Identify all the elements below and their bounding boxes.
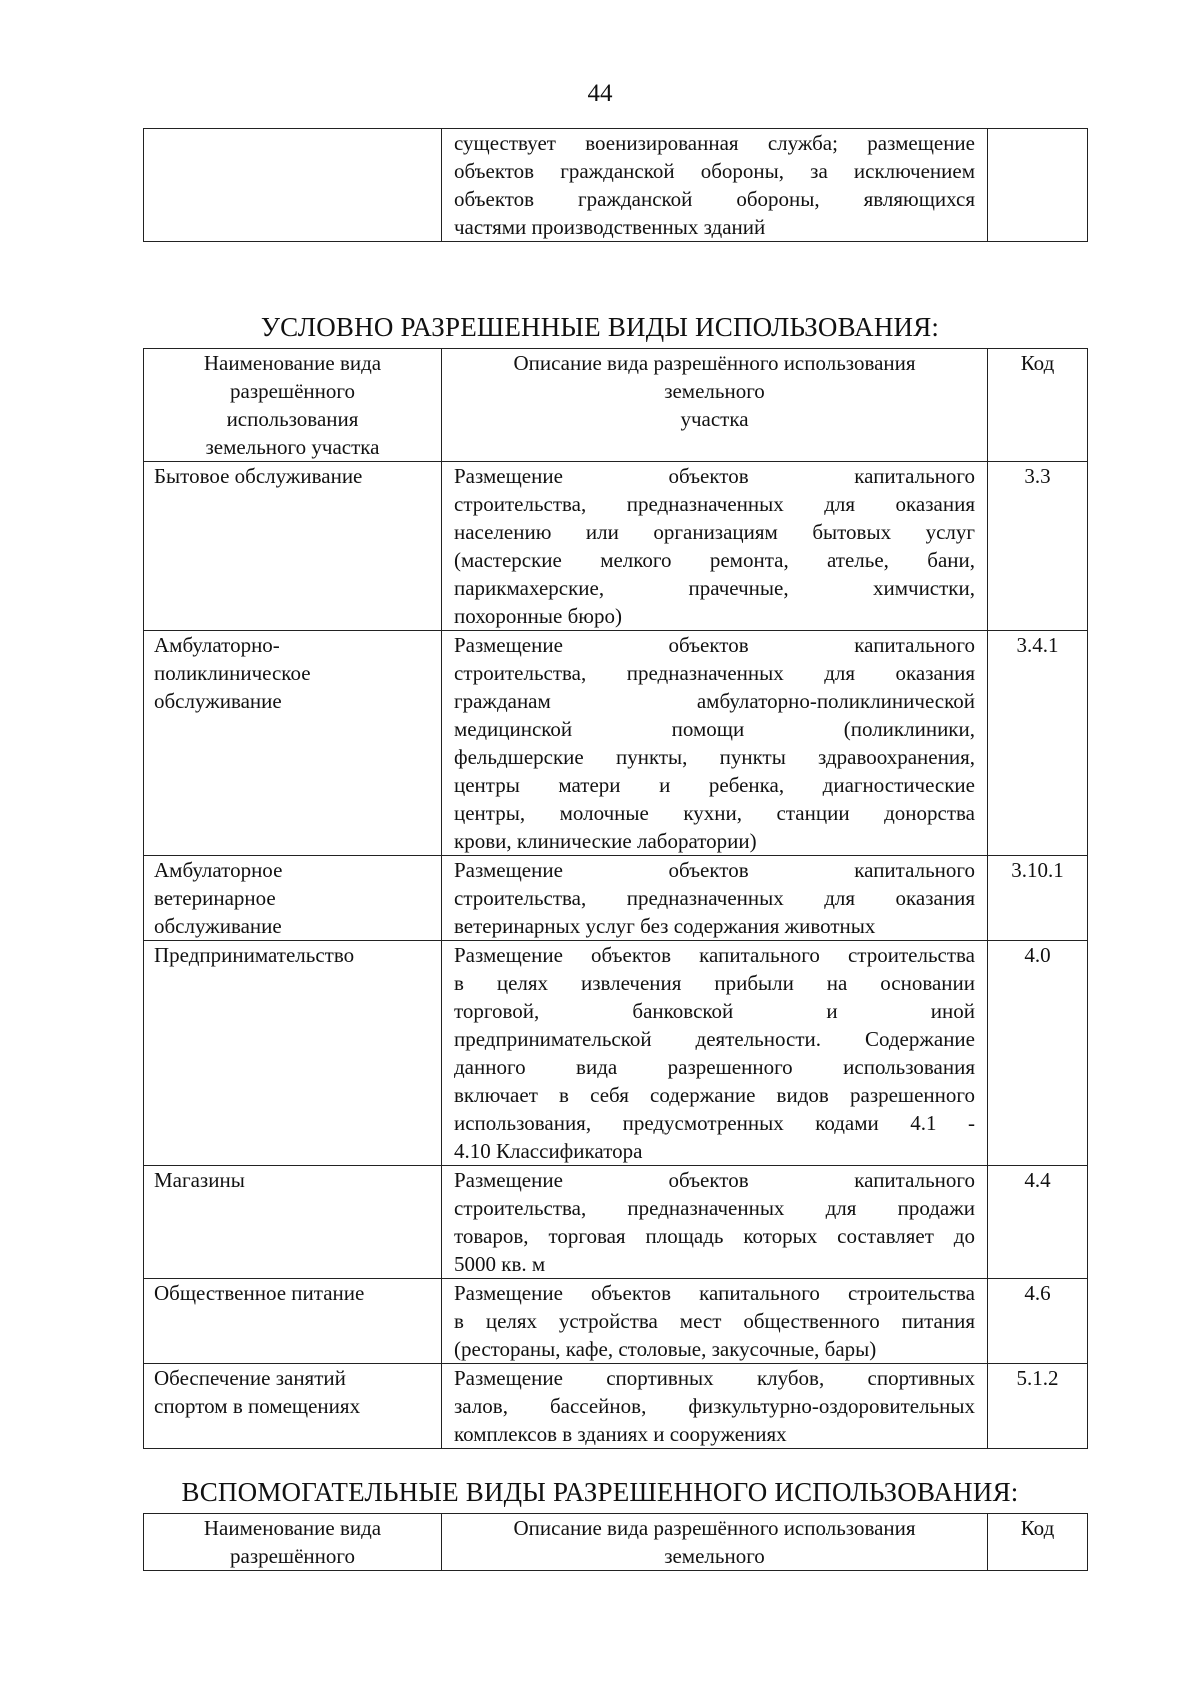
conditional-uses-table — [143, 348, 1088, 1449]
text-line: строительства, предназначенных для оказания — [454, 886, 975, 910]
text-line: строительства, предназначенных для продажи — [454, 1196, 975, 1220]
text-line: фельдшерские пункты, пункты здравоохранения, — [454, 745, 975, 769]
text-line: ветеринарных услуг без содержания животных — [454, 914, 876, 938]
text-line: залов, бассейнов, физкультурно-оздоровительных — [454, 1394, 975, 1418]
header-name-cell — [144, 1514, 442, 1571]
text-line: данного вида разрешенного использования — [454, 1055, 975, 1079]
text-line: Размещение объектов капитального — [454, 633, 975, 657]
header-name-cell — [144, 349, 442, 462]
description-cell — [442, 631, 988, 856]
code-cell — [988, 462, 1088, 631]
text-line: похоронные бюро) — [454, 604, 622, 628]
header-code-cell — [988, 1514, 1088, 1571]
name-cell — [144, 1166, 442, 1279]
text-line: Размещение объектов капитального — [454, 1168, 975, 1192]
header-text: земельного участка — [205, 435, 380, 459]
code-text: 3.3 — [1024, 464, 1051, 488]
text-line: торговой, банковской и иной — [454, 999, 975, 1023]
text-line: существует военизированная служба; размещение — [454, 131, 975, 155]
name-text: обслуживание — [154, 914, 282, 938]
text-line: центры матери и ребенка, диагностические — [454, 773, 975, 797]
header-text: Наименование вида — [203, 1516, 382, 1540]
header-code-cell — [988, 349, 1088, 462]
code-cell — [988, 129, 1088, 242]
auxiliary-section-title: ВСПОМОГАТЕЛЬНЫЕ ВИДЫ РАЗРЕШЕННОГО ИСПОЛЬЗОВАНИЯ: — [181, 1477, 1019, 1507]
name-text: Общественное питание — [154, 1281, 365, 1305]
table-row — [144, 1279, 1088, 1364]
text-line: объектов гражданской обороны, являющихся — [454, 187, 975, 211]
text-line: (мастерские мелкого ремонта, ателье, бани, — [454, 548, 975, 572]
header-text: использования — [226, 407, 359, 431]
text-line: комплексов в зданиях и сооружениях — [454, 1422, 787, 1446]
text-line: Размещение объектов капитального строительства — [454, 1281, 975, 1305]
description-cell — [442, 1279, 988, 1364]
name-text: Амбулаторное — [154, 858, 283, 882]
text-line: гражданам амбулаторно-поликлинической — [454, 689, 975, 713]
name-text: поликлиническое — [154, 661, 311, 685]
code-cell — [988, 1166, 1088, 1279]
text-line: включает в себя содержание видов разрешенного — [454, 1083, 975, 1107]
code-text: 4.0 — [1024, 943, 1051, 967]
header-text: Код — [1020, 1516, 1055, 1540]
text-line: Размещение спортивных клубов, спортивных — [454, 1366, 975, 1390]
header-description-cell — [442, 349, 988, 462]
code-cell — [988, 1364, 1088, 1449]
name-cell — [144, 462, 442, 631]
conditional-section-title: УСЛОВНО РАЗРЕШЕННЫЕ ВИДЫ ИСПОЛЬЗОВАНИЯ: — [260, 312, 940, 342]
description-cell — [442, 1166, 988, 1279]
code-text: 3.4.1 — [1016, 633, 1059, 657]
text-line: в целях устройства мест общественного питания — [454, 1309, 975, 1333]
name-text: ветеринарное — [154, 886, 276, 910]
text-line: в целях извлечения прибыли на основании — [454, 971, 975, 995]
text-line: 4.10 Классификатора — [454, 1139, 643, 1163]
page-number: 44 — [587, 80, 613, 107]
text-line: товаров, торговая площадь которых составляет до — [454, 1224, 975, 1248]
text-line: 5000 кв. м — [454, 1252, 546, 1276]
table-header-row — [144, 349, 1088, 462]
header-text: разрешённого — [230, 1544, 355, 1568]
name-text: Магазины — [154, 1168, 245, 1192]
header-description-cell — [442, 1514, 988, 1571]
text-line: Размещение объектов капитального — [454, 464, 975, 488]
name-cell — [144, 129, 442, 242]
text-line: строительства, предназначенных для оказания — [454, 492, 975, 516]
text-line: населению или организациям бытовых услуг — [454, 520, 975, 544]
text-line: крови, клинические лаборатории) — [454, 829, 757, 853]
code-text: 5.1.2 — [1016, 1366, 1059, 1390]
text-line: частями производственных зданий — [454, 215, 766, 239]
header-text: земельного — [664, 1544, 765, 1568]
header-text: разрешённого — [230, 379, 355, 403]
table-row — [144, 1166, 1088, 1279]
table-row — [144, 1364, 1088, 1449]
description-cell — [442, 462, 988, 631]
name-cell — [144, 856, 442, 941]
name-text: спортом в помещениях — [154, 1394, 361, 1418]
name-cell — [144, 941, 442, 1166]
table-row — [144, 941, 1088, 1166]
table-row — [144, 462, 1088, 631]
text-line: использования, предусмотренных кодами 4.1 - — [454, 1111, 975, 1135]
header-text: земельного — [664, 379, 765, 403]
code-cell — [988, 856, 1088, 941]
name-cell — [144, 1364, 442, 1449]
auxiliary-uses-table — [143, 1513, 1088, 1571]
table-row — [144, 631, 1088, 856]
description-cell — [442, 856, 988, 941]
table-row — [144, 856, 1088, 941]
text-line: центры, молочные кухни, станции донорства — [454, 801, 975, 825]
table-row — [144, 129, 1088, 242]
name-text: обслуживание — [154, 689, 282, 713]
text-line: Размещение объектов капитального строительства — [454, 943, 975, 967]
text-line: Размещение объектов капитального — [454, 858, 975, 882]
header-text: Код — [1020, 351, 1055, 375]
code-cell — [988, 941, 1088, 1166]
header-text: Описание вида разрешённого использования — [513, 1516, 916, 1540]
text-line: парикмахерские, прачечные, химчистки, — [454, 576, 975, 600]
table-header-row — [144, 1514, 1088, 1571]
header-text: Описание вида разрешённого использования — [513, 351, 916, 375]
text-line: (рестораны, кафе, столовые, закусочные, бары) — [454, 1337, 877, 1361]
name-text: Предпринимательство — [154, 943, 355, 967]
name-text: Бытовое обслуживание — [154, 464, 363, 488]
code-text: 3.10.1 — [1011, 858, 1064, 882]
header-text: участка — [680, 407, 749, 431]
code-cell — [988, 631, 1088, 856]
code-cell — [988, 1279, 1088, 1364]
code-text: 4.6 — [1024, 1281, 1051, 1305]
description-cell — [442, 129, 988, 242]
name-cell — [144, 631, 442, 856]
text-line: предпринимательской деятельности. Содержание — [454, 1027, 975, 1051]
header-text: Наименование вида — [203, 351, 382, 375]
name-text: Обеспечение занятий — [154, 1366, 346, 1390]
text-line: медицинской помощи (поликлиники, — [454, 717, 975, 741]
name-text: Амбулаторно- — [154, 633, 280, 657]
text-line: объектов гражданской обороны, за исключением — [454, 159, 975, 183]
code-text: 4.4 — [1024, 1168, 1051, 1192]
text-line: строительства, предназначенных для оказания — [454, 661, 975, 685]
continuation-table — [143, 128, 1088, 242]
name-cell — [144, 1279, 442, 1364]
description-cell — [442, 941, 988, 1166]
description-cell — [442, 1364, 988, 1449]
